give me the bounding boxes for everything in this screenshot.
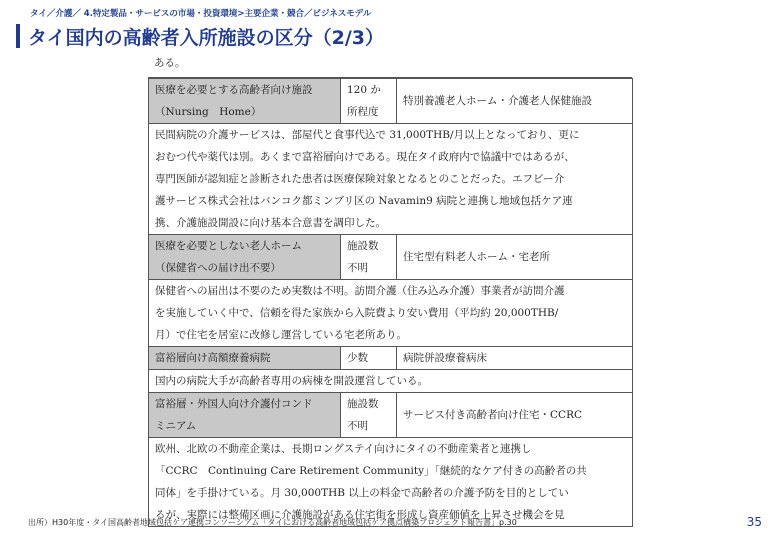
description-line: 携、介護施設開設に向け基本合意書を調印した。 bbox=[155, 217, 386, 229]
category-cell bbox=[149, 235, 341, 280]
description-line: 国内の病院大手が高齢者専用の病棟を開設運営している。 bbox=[155, 375, 428, 387]
category-cell bbox=[149, 393, 341, 438]
description-line: 同体」を手掛けている。月 30,000THB 以上の料金で高齢者の介護予防を目的としてい bbox=[155, 487, 569, 499]
description-line: 月）で住宅を居室に改修し運営している宅老所あり。 bbox=[155, 329, 407, 341]
count-line: 不明 bbox=[347, 420, 368, 432]
description-line: 専門医師が認知症と診断された患者は医療保険対象となるとのことだった。エフビー介 bbox=[155, 173, 565, 185]
page-title: タイ国内の高齢者入所施設の区分（2/3） bbox=[28, 27, 385, 49]
type-cell: サービス付き高齢者向け住宅・CCRC bbox=[397, 393, 633, 438]
description-cell bbox=[149, 280, 633, 347]
cut-off-text: ある。 bbox=[154, 57, 186, 69]
category-line: （Nursing Home） bbox=[155, 106, 262, 118]
type-cell: 特別養護老人ホーム・介護老人保健施設 bbox=[397, 79, 633, 124]
table-row bbox=[149, 79, 633, 124]
description-cell bbox=[149, 370, 633, 393]
count-line: 施設数 bbox=[347, 398, 379, 410]
category-cell bbox=[149, 79, 341, 124]
count-line: 施設数 bbox=[347, 240, 379, 252]
cut-off-text-row bbox=[148, 57, 632, 78]
description-cell bbox=[149, 438, 633, 527]
category-cell bbox=[149, 347, 341, 370]
description-line: を実施していく中で、信頼を得た家族から入院費より安い費用（平均約 20,000THB/ bbox=[155, 307, 559, 319]
description-line: 保健省への届出は不要のため実数は不明。訪問介護（住み込み介護）事業者が訪問介護 bbox=[155, 285, 565, 297]
description-line: おむつ代や薬代は別。あくまで富裕層向けである。現在タイ政府内で協議中ではあるが、 bbox=[155, 151, 575, 163]
count-cell bbox=[341, 79, 397, 124]
category-line: ミニアム bbox=[155, 420, 197, 432]
table-row bbox=[149, 235, 633, 280]
description-row bbox=[149, 370, 633, 393]
count-line: 120 か bbox=[347, 84, 381, 96]
count-line: 少数 bbox=[347, 352, 368, 364]
description-cell bbox=[149, 124, 633, 235]
facility-table bbox=[148, 78, 633, 527]
type-cell: 住宅型有料老人ホーム・宅老所 bbox=[397, 235, 633, 280]
count-cell bbox=[341, 393, 397, 438]
description-line: るが、実際には整備区画に介護施設がある住宅街を形成し資産価値を上昇させ機会を見 bbox=[155, 509, 565, 521]
source-citation: 出所）H30年度・タイ国高齢者地域包括ケア連携コンソーシアム「タイにおける高齢者地域包括ケア拠点構築プロジェクト報告書」p.30 bbox=[28, 518, 517, 527]
description-row bbox=[149, 124, 633, 235]
description-line: 民間病院の介護サービスは、部屋代と食事代込で 31,000THB/月以上となっており、更に bbox=[155, 129, 580, 141]
category-line: （保健省への届け出不要） bbox=[155, 262, 281, 274]
count-line: 不明 bbox=[347, 262, 368, 274]
category-line: 医療を必要とする高齢者向け施設 bbox=[155, 84, 313, 96]
category-line: 富裕層・外国人向け介護付コンド bbox=[155, 398, 313, 410]
document-scan bbox=[148, 57, 632, 521]
breadcrumb: タイ／介護／ 4.特定製品・サービスの市場・投資環境>主要企業・競合／ビジネスモデル bbox=[30, 9, 372, 19]
category-line: 富裕層向け高額療養病院 bbox=[155, 352, 271, 364]
count-line: 所程度 bbox=[347, 106, 379, 118]
count-cell bbox=[341, 235, 397, 280]
table-row bbox=[149, 393, 633, 438]
count-cell bbox=[341, 347, 397, 370]
category-line: 医療を必要としない老人ホーム bbox=[155, 240, 302, 252]
description-line: 欧州、北欧の不動産企業は、長期ロングステイ向けにタイの不動産業者と連携し bbox=[155, 443, 532, 455]
type-cell: 病院併設療養病床 bbox=[397, 347, 633, 370]
description-row bbox=[149, 438, 633, 527]
description-line: 「CCRC Continuing Care Retirement Community」「継続的なケア付きの高齢者の共 bbox=[155, 465, 587, 477]
title-accent-bar bbox=[16, 24, 20, 48]
description-line: 護サービス株式会社はバンコク都ミンブリ区の Navamin9 病院と連携し地域包括ケア連 bbox=[155, 195, 573, 207]
table-row bbox=[149, 347, 633, 370]
page-number: 35 bbox=[746, 515, 762, 529]
description-row bbox=[149, 280, 633, 347]
